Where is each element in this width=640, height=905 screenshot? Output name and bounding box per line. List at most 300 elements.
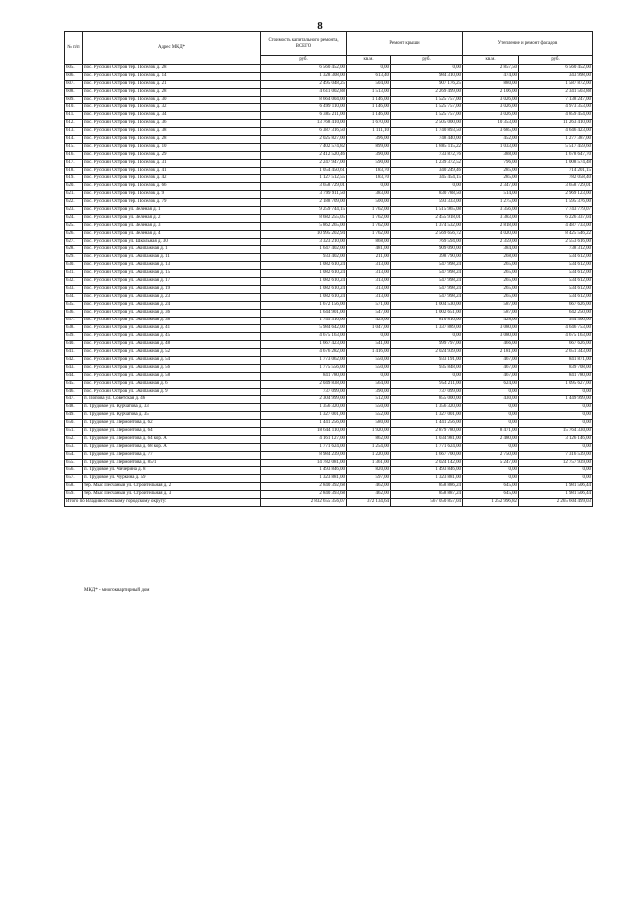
row-number: 648. [65, 404, 83, 412]
row-roof-sqm: 0,00 [347, 333, 391, 341]
row-number: 643. [65, 364, 83, 372]
row-total-cost: 1 745 310,00 [261, 317, 347, 325]
row-roof-rub: 1 515 965,08 [391, 207, 463, 215]
row-address: тер. Мыс Песчаный ул. Строительная д. 3 [83, 491, 261, 499]
row-facade-sqm: 8 471,00 [463, 427, 519, 435]
row-facade-sqm: 796,00 [463, 159, 519, 167]
row-facade-sqm: 624,00 [463, 380, 519, 388]
row-facade-rub: 0,00 [519, 420, 593, 428]
row-number: 623. [65, 207, 83, 215]
unit-sqm-header: кв.м. [463, 56, 519, 65]
row-address: пос. Русский Остров ул. Экипажная д. 45 [83, 333, 261, 341]
row-facade-rub: 12 757 939,00 [519, 459, 593, 467]
total-roof-rub: 567 050 857,04 [391, 498, 463, 507]
row-number: 612. [65, 120, 83, 128]
row-facade-rub: 0,00 [519, 388, 593, 396]
row-total-cost: 2 049 838,00 [261, 380, 347, 388]
table-row [65, 333, 593, 341]
row-roof-sqm: 571,00 [347, 301, 391, 309]
row-facade-sqm: 0,00 [463, 467, 519, 475]
row-total-cost: 1 356 320,00 [261, 404, 347, 412]
row-facade-sqm: 285,00 [463, 167, 519, 175]
row-roof-rub: 1 667 700,00 [391, 451, 463, 459]
row-facade-rub: 782 058,40 [519, 175, 593, 183]
row-total-cost: 4 675 163,00 [261, 333, 347, 341]
table-row [65, 451, 593, 459]
row-roof-sqm: 541,00 [347, 341, 391, 349]
row-facade-rub: 0,00 [519, 443, 593, 451]
row-address: пос. Русский Остров тер. Поселок д. 34 [83, 112, 261, 120]
row-address: п. Трудовое ул. Лермонтова д. 68 кор. А [83, 443, 261, 451]
row-number: 637. [65, 317, 83, 325]
row-roof-sqm: 0,00 [347, 65, 391, 73]
row-roof-rub: 1 327 001,00 [391, 412, 463, 420]
row-facade-sqm: 645,00 [463, 483, 519, 491]
row-address: пос. Русский Остров тер. Поселок д. 42 [83, 175, 261, 183]
row-address: пос. Русский Остров ул. Экипажная д. 13 [83, 262, 261, 270]
row-facade-rub: 1 981 506,44 [519, 483, 593, 491]
row-address: пос. Русский Остров тер. Поселок д. 32 [83, 104, 261, 112]
row-address: пос. Русский Остров ул. Зеленая д. 2 [83, 214, 261, 222]
row-total-cost: 1 328 308,00 [261, 72, 347, 80]
row-total-cost: 1 775 556,00 [261, 364, 347, 372]
row-roof-sqm: 1 111,10 [347, 128, 391, 136]
row-roof-rub: 2 269 499,00 [391, 88, 463, 96]
row-roof-sqm: 1 146,00 [347, 96, 391, 104]
row-total-cost: 933 402,00 [261, 254, 347, 262]
row-address: пос. Русский Остров ул. Экипажная д. 56 [83, 364, 261, 372]
table-row [65, 435, 593, 443]
row-roof-rub: 345 454,15 [391, 175, 463, 183]
row-facade-rub: 7 138 247,00 [519, 96, 593, 104]
row-address: пос. Русский Остров ул. Экипажная д. 48 [83, 341, 261, 349]
row-facade-rub: 1 981 506,44 [519, 491, 593, 499]
row-number: 656. [65, 467, 83, 475]
row-facade-sqm: 2 359,00 [463, 238, 519, 246]
row-roof-rub: 769 594,00 [391, 238, 463, 246]
table-row [65, 128, 593, 136]
row-facade-sqm: 10 353,00 [463, 120, 519, 128]
row-address: п. Трудовое ул. Лермонтова д. 64 [83, 427, 261, 435]
table-row [65, 88, 593, 96]
row-roof-sqm: 481,00 [347, 246, 391, 254]
row-number: 644. [65, 372, 83, 380]
row-facade-rub: 4 646 753,00 [519, 325, 593, 333]
row-facade-rub: 1 008 574,48 [519, 159, 593, 167]
table-row [65, 491, 593, 499]
row-total-cost: 18 644 110,00 [261, 427, 347, 435]
row-address: п. Трудовое ул. Чуркина д. 59 [83, 475, 261, 483]
row-roof-sqm: 462,00 [347, 491, 391, 499]
row-roof-rub: 909 090,00 [391, 246, 463, 254]
row-facade-sqm: 268,00 [463, 254, 519, 262]
row-roof-rub: 858 887,24 [391, 491, 463, 499]
row-roof-sqm: 313,00 [347, 278, 391, 286]
row-address: пос. Русский Остров ул. Экипажная д. 11 [83, 254, 261, 262]
row-roof-rub: 2 505 000,00 [391, 120, 463, 128]
row-facade-rub: 841 871,00 [519, 356, 593, 364]
row-roof-sqm: 580,00 [347, 420, 391, 428]
table-row [65, 427, 593, 435]
table-row [65, 285, 593, 293]
row-roof-sqm: 313,00 [347, 285, 391, 293]
row-facade-rub: 1 595 376,00 [519, 199, 593, 207]
row-roof-rub: 1 493 846,00 [391, 467, 463, 475]
row-facade-sqm: 265,00 [463, 262, 519, 270]
row-total-cost: 2 188 709,00 [261, 199, 347, 207]
row-number: 633. [65, 285, 83, 293]
row-address: пос. Русский Остров тер. Поселок д. 10 [83, 143, 261, 151]
row-roof-sqm: 868,00 [347, 238, 391, 246]
row-roof-sqm: 552,00 [347, 412, 391, 420]
col-total-cost-header: Стоимость капитального ремонта, ВСЕГО [261, 32, 347, 56]
row-total-cost: 2 025 827,00 [261, 136, 347, 144]
row-total-cost: 1 323 881,00 [261, 475, 347, 483]
row-roof-sqm: 862,00 [347, 435, 391, 443]
row-total-cost: 2 304 999,00 [261, 396, 347, 404]
row-facade-rub: 1 449 999,00 [519, 396, 593, 404]
row-roof-sqm: 1 670,00 [347, 120, 391, 128]
row-total-cost: 1 647 402,00 [261, 246, 347, 254]
row-address: пос. Русский Остров ул. Зеленая д. 4 [83, 230, 261, 238]
page-number: 8 [317, 20, 323, 32]
row-roof-rub: 593 333,00 [391, 199, 463, 207]
table-row [65, 325, 593, 333]
row-address: п. Трудовое ул. Лермонтова д. 77 [83, 451, 261, 459]
row-roof-sqm: 0,00 [347, 372, 391, 380]
table-row [65, 396, 593, 404]
row-facade-sqm: 0,00 [463, 475, 519, 483]
total-facade-sqm: 1 252 996,82 [463, 498, 519, 507]
row-facade-sqm: 384,00 [463, 246, 519, 254]
table-row [65, 222, 593, 230]
row-number: 622. [65, 199, 83, 207]
row-facade-sqm: 1 033,00 [463, 143, 519, 151]
row-facade-rub: 534 612,00 [519, 285, 593, 293]
table-row [65, 254, 593, 262]
table-row [65, 262, 593, 270]
row-facade-rub: 15 764 330,00 [519, 427, 593, 435]
row-facade-rub: 4 487 733,00 [519, 222, 593, 230]
row-number: 642. [65, 356, 83, 364]
table-row [65, 183, 593, 191]
row-total-cost: 3 323 210,00 [261, 238, 347, 246]
table-row [65, 475, 593, 483]
table-row [65, 246, 593, 254]
row-total-cost: 6 560 452,00 [261, 65, 347, 73]
row-roof-rub: 547 998,24 [391, 262, 463, 270]
row-total-cost: 2 412 520,46 [261, 151, 347, 159]
row-facade-rub: 839 708,00 [519, 364, 593, 372]
repair-cost-table [64, 31, 593, 507]
row-total-cost: 1 327 001,00 [261, 412, 347, 420]
table-row [65, 404, 593, 412]
row-roof-sqm: 1 146,00 [347, 112, 391, 120]
row-roof-sqm: 1 146,00 [347, 104, 391, 112]
row-facade-rub: 6 560 452,00 [519, 65, 593, 73]
row-number: 613. [65, 128, 83, 136]
row-total-cost: 9 259 744,15 [261, 207, 347, 215]
row-total-cost: 3 658 729,01 [261, 183, 347, 191]
row-total-cost: 1 082 610,24 [261, 278, 347, 286]
row-total-cost: 1 082 610,24 [261, 262, 347, 270]
col-number-header: № п/п [65, 32, 83, 65]
row-roof-rub: 1 374 532,00 [391, 222, 463, 230]
row-address: тер. Мыс Песчаный ул. Строительная д. 2 [83, 483, 261, 491]
row-address: пос. Русский Остров тер. Поселок д. 79 [83, 199, 261, 207]
row-facade-rub: 534 612,00 [519, 278, 593, 286]
table-row [65, 309, 593, 317]
row-number: 627. [65, 238, 83, 246]
row-address: пос. Русский Остров ул. Экипажная д. 23 [83, 293, 261, 301]
table-row [65, 364, 593, 372]
row-total-cost: 1 441 256,00 [261, 420, 347, 428]
row-address: п. Трудовое ул. Курчатова д. 33 [83, 404, 261, 412]
row-roof-rub: 0,00 [391, 65, 463, 73]
row-facade-rub: 534 612,00 [519, 270, 593, 278]
row-facade-rub: 7 743 779,07 [519, 207, 593, 215]
row-roof-sqm: 1 762,00 [347, 214, 391, 222]
row-roof-rub: 1 356 320,00 [391, 404, 463, 412]
row-roof-sqm: 550,00 [347, 404, 391, 412]
row-facade-rub: 2 969 123,00 [519, 191, 593, 199]
row-total-cost: 6 385 211,00 [261, 112, 347, 120]
row-address: пос. Русский Остров ул. Зеленая д. 3 [83, 222, 261, 230]
row-number: 658. [65, 483, 83, 491]
row-address: пос. Русский Остров ул. Экипажная д. 38 [83, 317, 261, 325]
row-facade-sqm: 2 106,00 [463, 88, 519, 96]
row-number: 657. [65, 475, 83, 483]
row-facade-rub: 667 626,00 [519, 301, 593, 309]
row-roof-rub: 547 998,24 [391, 285, 463, 293]
row-facade-sqm: 0,00 [463, 443, 519, 451]
unit-rub-header: руб. [261, 56, 347, 65]
row-roof-sqm: 183,70 [347, 175, 391, 183]
row-number: 605. [65, 65, 83, 73]
table-row [65, 467, 593, 475]
row-roof-rub: 398 790,00 [391, 254, 463, 262]
row-address: п. Трудовое ул. Чичерина д. 8 [83, 467, 261, 475]
row-roof-rub: 984 310,00 [391, 72, 463, 80]
row-total-cost: 2 247 947,00 [261, 159, 347, 167]
row-number: 647. [65, 396, 83, 404]
row-facade-sqm: 2 857,50 [463, 65, 519, 73]
row-roof-rub: 0,00 [391, 183, 463, 191]
row-address: пос. Русский Остров тер. Поселок д. 30 [83, 96, 261, 104]
row-facade-sqm: 2 181,00 [463, 349, 519, 357]
row-facade-rub: 11 263 410,00 [519, 120, 593, 128]
row-roof-sqm: 1 513,00 [347, 88, 391, 96]
row-facade-rub: 3 126 146,00 [519, 435, 593, 443]
row-number: 635. [65, 301, 83, 309]
row-total-cost: 1 773 062,00 [261, 356, 347, 364]
row-roof-sqm: 547,00 [347, 309, 391, 317]
row-number: 621. [65, 191, 83, 199]
row-total-cost: 4 611 002,88 [261, 88, 347, 96]
row-address: п. Трудовое ул. Лермонтова д. 62 [83, 420, 261, 428]
row-roof-rub: 1 441 256,00 [391, 420, 463, 428]
row-number: 651. [65, 427, 83, 435]
table-row [65, 349, 593, 357]
row-total-cost: 1 082 610,24 [261, 293, 347, 301]
row-roof-sqm: 504,00 [347, 80, 391, 88]
row-facade-sqm: 265,00 [463, 285, 519, 293]
row-facade-sqm: 587,00 [463, 309, 519, 317]
row-total-cost: 6 499 110,00 [261, 104, 347, 112]
col-address-header: Адрес МКД* [83, 32, 261, 65]
row-facade-rub: 1 277 387,00 [519, 136, 593, 144]
table-row [65, 214, 593, 222]
row-total-cost: 7 402 574,82 [261, 143, 347, 151]
row-roof-rub: 1 034 981,00 [391, 435, 463, 443]
row-facade-rub: 1 678 647,70 [519, 151, 593, 159]
row-roof-sqm: 1 047,00 [347, 325, 391, 333]
table-row [65, 483, 593, 491]
row-number: 653. [65, 443, 83, 451]
row-number: 655. [65, 459, 83, 467]
table-row [65, 459, 593, 467]
row-total-cost: 1 667 423,00 [261, 341, 347, 349]
row-facade-sqm: 880,00 [463, 80, 519, 88]
row-facade-sqm: 430,00 [463, 396, 519, 404]
row-facade-sqm: 3 026,00 [463, 112, 519, 120]
row-facade-sqm: 265,00 [463, 293, 519, 301]
row-total-cost: 841 780,00 [261, 372, 347, 380]
table-row [65, 443, 593, 451]
row-number: 608. [65, 88, 83, 96]
row-address: пос. Русский Остров ул. Экипажная д. 52 [83, 349, 261, 357]
row-roof-rub: 1 525 757,00 [391, 104, 463, 112]
row-facade-rub: 0,00 [519, 412, 593, 420]
row-number: 646. [65, 388, 83, 396]
row-roof-rub: 1 771 624,00 [391, 443, 463, 451]
row-roof-rub: 2 455 918,01 [391, 214, 463, 222]
row-address: пос. Русский Остров ул. Экипажная д. 6 [83, 380, 261, 388]
row-number: 628. [65, 246, 83, 254]
row-address: пос. Русский Остров ул. Экипажная д. 15 [83, 270, 261, 278]
row-total-cost: 2 840 392,68 [261, 483, 347, 491]
row-roof-sqm: 590,00 [347, 159, 391, 167]
row-roof-sqm: 1 762,00 [347, 222, 391, 230]
table-row [65, 278, 593, 286]
row-facade-rub: 1 587 872,00 [519, 80, 593, 88]
row-total-cost: 6 387 316,50 [261, 128, 347, 136]
row-roof-rub: 935 848,00 [391, 364, 463, 372]
row-address: пос. Русский Остров ул. Экипажная д. 54 [83, 356, 261, 364]
row-roof-sqm: 1 416,00 [347, 349, 391, 357]
row-facade-rub: 5 517 459,60 [519, 143, 593, 151]
col-facade-header: Утепление и ремонт фасадов [463, 32, 593, 56]
row-roof-sqm: 313,00 [347, 270, 391, 278]
row-roof-rub: 1 323 881,00 [391, 475, 463, 483]
row-address: пос. Русский Остров ул. Экипажная д. 1 [83, 246, 261, 254]
table-row [65, 96, 593, 104]
row-roof-sqm: 1 220,00 [347, 451, 391, 459]
table-row [65, 380, 593, 388]
row-total-cost: 1 493 846,00 [261, 467, 347, 475]
table-row [65, 238, 593, 246]
row-number: 638. [65, 325, 83, 333]
row-facade-rub: 4 646 423,00 [519, 128, 593, 136]
row-facade-rub: 2 341 503,88 [519, 88, 593, 96]
row-number: 640. [65, 341, 83, 349]
total-facade-rub: 2 265 604 499,03 [519, 498, 593, 507]
row-facade-sqm: 0,00 [463, 404, 519, 412]
row-total-cost: 1 672 156,00 [261, 301, 347, 309]
row-roof-sqm: 211,00 [347, 254, 391, 262]
row-roof-sqm: 390,00 [347, 151, 391, 159]
row-facade-sqm: 452,00 [463, 136, 519, 144]
row-total-cost: 4 676 282,00 [261, 349, 347, 357]
row-total-cost: 5 862 265,00 [261, 222, 347, 230]
row-facade-rub: 3 658 729,01 [519, 183, 593, 191]
row-roof-sqm: 390,00 [347, 388, 391, 396]
row-address: пос. Русский Остров тер. Поселок д. 28 [83, 65, 261, 73]
row-address: пос. Русский Остров тер. Поселок д. 38 [83, 128, 261, 136]
row-roof-sqm: 1 920,00 [347, 427, 391, 435]
row-roof-rub: 547 998,24 [391, 293, 463, 301]
row-number: 617. [65, 159, 83, 167]
row-number: 632. [65, 278, 83, 286]
row-facade-sqm: 3 080,00 [463, 333, 519, 341]
row-roof-rub: 1 337 889,00 [391, 325, 463, 333]
row-number: 652. [65, 435, 83, 443]
row-facade-rub: 4 859 454,00 [519, 112, 593, 120]
row-facade-sqm: 2 347,00 [463, 183, 519, 191]
row-number: 626. [65, 230, 83, 238]
row-roof-rub: 1 002 651,00 [391, 309, 463, 317]
row-address: п. Трудовое ул. Лермонтова д. 85/1 [83, 459, 261, 467]
table-row [65, 65, 593, 73]
table-row [65, 112, 593, 120]
table-row [65, 151, 593, 159]
row-total-cost: 4 161 127,00 [261, 435, 347, 443]
row-number: 624. [65, 214, 83, 222]
row-facade-sqm: 3 026,00 [463, 104, 519, 112]
row-number: 641. [65, 349, 83, 357]
row-roof-sqm: 613,40 [347, 72, 391, 80]
row-facade-rub: 738 312,00 [519, 246, 593, 254]
row-roof-rub: 810 810,00 [391, 317, 463, 325]
row-address: пос. Русский Остров ул. Экипажная д. 24 [83, 301, 261, 309]
row-total-cost: 8 664 004,00 [261, 96, 347, 104]
row-address: пос. Русский Остров ул. Школьная д. 30 [83, 238, 261, 246]
row-total-cost: 3 799 911,50 [261, 191, 347, 199]
row-number: 654. [65, 451, 83, 459]
row-number: 607. [65, 80, 83, 88]
row-roof-sqm: 1 762,00 [347, 230, 391, 238]
row-address: п. Попова ул. Советская д. 46 [83, 396, 261, 404]
row-address: пос. Русский Остров ул. Экипажная д. 9 [83, 388, 261, 396]
row-address: пос. Русский Остров ул. Экипажная д. 19 [83, 285, 261, 293]
row-total-cost: 1 771 624,00 [261, 443, 347, 451]
row-roof-rub: 0,00 [391, 372, 463, 380]
row-roof-rub: 1 525 757,00 [391, 112, 463, 120]
row-roof-rub: 2 879 780,00 [391, 427, 463, 435]
table-row [65, 301, 593, 309]
row-roof-sqm: 564,00 [347, 380, 391, 388]
row-roof-rub: 907 176,25 [391, 80, 463, 88]
row-number: 631. [65, 270, 83, 278]
row-facade-rub: 667 626,00 [519, 341, 593, 349]
row-roof-sqm: 0,00 [347, 183, 391, 191]
row-total-cost: 737 099,00 [261, 388, 347, 396]
row-roof-rub: 2 024 939,00 [391, 349, 463, 357]
row-roof-sqm: 1 254,00 [347, 443, 391, 451]
row-facade-rub: 7 316 539,00 [519, 451, 593, 459]
row-address: пос. Русский Остров тер. Поселок д. 41 [83, 167, 261, 175]
unit-rub-header: руб. [519, 56, 593, 65]
